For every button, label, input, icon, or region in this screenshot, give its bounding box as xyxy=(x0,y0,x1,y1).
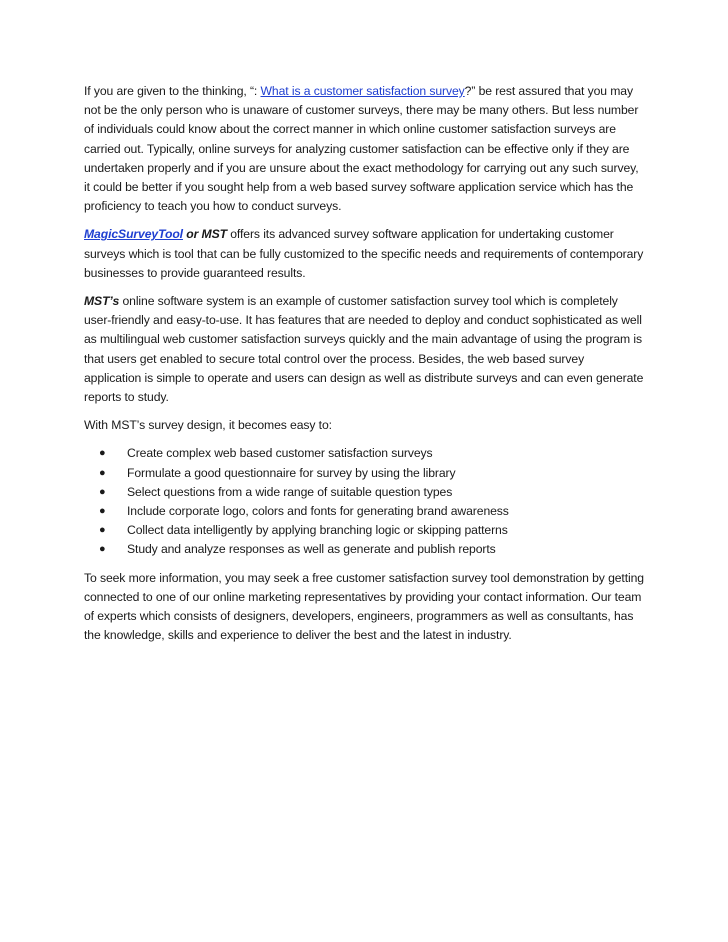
list-item xyxy=(84,464,644,483)
or-mst-text: or MST xyxy=(182,227,227,242)
list-item-text: Collect data intelligently by applying branching logic or skipping patterns xyxy=(127,523,508,538)
paragraph-mst-system xyxy=(84,292,644,407)
bullet-icon: ● xyxy=(99,447,106,460)
paragraph-mst-offer xyxy=(84,225,644,283)
bullet-icon: ● xyxy=(99,524,106,537)
paragraph-more-information: To seek more information, you may seek a free customer satisfaction survey tool demonstration by getting connected to one of our online marketing representatives by providing your contact information. Our team of experts which consists of designers, developers, engineers, programmers as well as consultants, has the knowledge, skills and experience to deliver the best and the latest in industry. xyxy=(84,570,644,643)
paragraph-survey-design-intro: With MST’s survey design, it becomes easy to: xyxy=(84,418,332,433)
list-item-text: Select questions from a wide range of suitable question types xyxy=(127,484,453,499)
paragraph-intro xyxy=(84,82,644,216)
intro-text-after: ?” be rest assured that you may not be the only person who is unaware of customer surveys, there may be many others. But less number of individuals could know about the correct manner in which online customer satisfaction surveys are carried out. Typically, online surveys for analyzing customer satisfaction can be effective only if they are undertaken properly and if you are unsure about the exact methodology for carrying out any such survey, it could be better if you sought help from a web based survey software application service which has the proficiency to teach you how to conduct surveys. xyxy=(84,84,639,214)
list-item-text: Include corporate logo, colors and fonts for generating brand awareness xyxy=(127,504,509,519)
bullet-icon: ● xyxy=(99,505,106,518)
list-item-text: Study and analyze responses as well as generate and publish reports xyxy=(127,542,496,557)
mst-possessive-text: MST’s xyxy=(84,294,120,309)
list-item-text: Create complex web based customer satisfaction surveys xyxy=(127,446,433,461)
mst-system-text: online software system is an example of customer satisfaction survey tool which is completely user-friendly and easy-to-use. It has features that are needed to deploy and conduct sophisticated as well as multilingual web customer satisfaction surveys quickly and the main advantage of using the program is that users get enabled to secure total control over the process. Besides, the web based survey application is simple to operate and users can design as well as distribute surveys and can even generate reports to study. xyxy=(84,294,644,405)
document-page xyxy=(84,82,644,654)
feature-list xyxy=(84,444,644,559)
mst-offer-text: offers its advanced survey software application for undertaking customer surveys which is tool that can be fully customized to the specific needs and requirements of contemporary businesses to provide guaranteed results. xyxy=(84,227,644,280)
list-item xyxy=(84,540,644,559)
customer-satisfaction-survey-link[interactable]: What is a customer satisfaction survey xyxy=(260,84,465,98)
list-item xyxy=(84,502,644,521)
intro-text-before: If you are given to the thinking, “: xyxy=(84,84,261,98)
bullet-icon: ● xyxy=(99,485,106,498)
bullet-icon: ● xyxy=(99,466,106,479)
bullet-icon: ● xyxy=(99,543,106,556)
list-item-text: Formulate a good questionnaire for survey by using the library xyxy=(127,465,456,480)
list-item xyxy=(84,521,644,540)
magicsurveytool-link[interactable]: MagicSurveyTool xyxy=(84,227,183,242)
list-item xyxy=(84,444,644,463)
list-item xyxy=(84,483,644,502)
